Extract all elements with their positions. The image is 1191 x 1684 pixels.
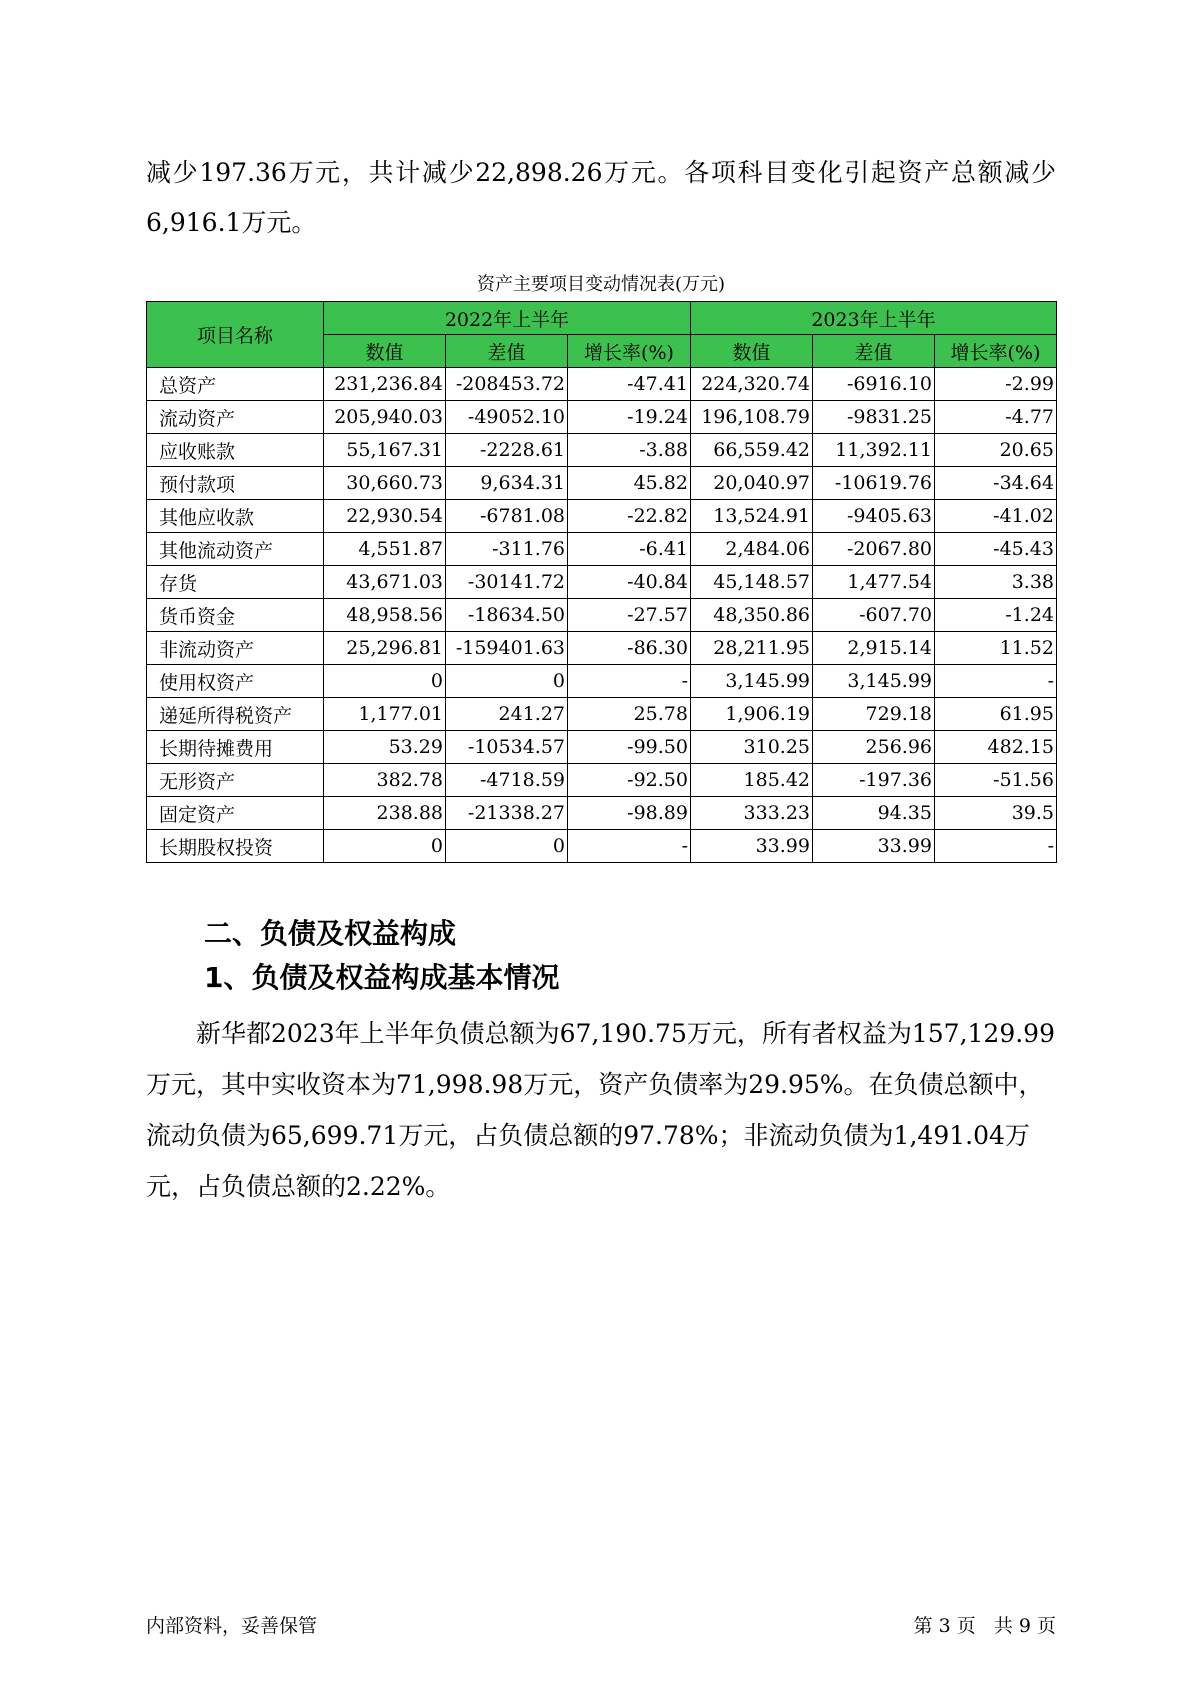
table-cell: - — [568, 830, 691, 863]
table-cell: 53.29 — [324, 731, 446, 764]
table-cell: 0 — [324, 830, 446, 863]
table-cell: 33.99 — [691, 830, 813, 863]
row-label: 流动资产 — [147, 401, 324, 434]
sub-header: 差值 — [446, 335, 568, 368]
table-cell: 48,350.86 — [691, 599, 813, 632]
intro-paragraph: 减少197.36万元，共计减少22,898.26万元。各项科目变化引起资产总额减少6,916.1万元。 — [146, 158, 1056, 237]
table-cell: 2,484.06 — [691, 533, 813, 566]
table-cell: 196,108.79 — [691, 401, 813, 434]
table-cell: -6916.10 — [813, 368, 935, 401]
table-cell: 3,145.99 — [813, 665, 935, 698]
table-cell: 185.42 — [691, 764, 813, 797]
row-label: 长期股权投资 — [147, 830, 324, 863]
table-row — [147, 665, 1057, 698]
table-cell: -99.50 — [568, 731, 691, 764]
table-cell: 61.95 — [935, 698, 1057, 731]
row-label: 无形资产 — [147, 764, 324, 797]
table-cell: -45.43 — [935, 533, 1057, 566]
table-cell: -4.77 — [935, 401, 1057, 434]
table-row — [147, 368, 1057, 401]
table-cell: -47.41 — [568, 368, 691, 401]
table-cell: 25,296.81 — [324, 632, 446, 665]
table-cell: -1.24 — [935, 599, 1057, 632]
table-cell: 2,915.14 — [813, 632, 935, 665]
sub-header: 增长率(%) — [568, 335, 691, 368]
table-cell: 310.25 — [691, 731, 813, 764]
table-cell: -10534.57 — [446, 731, 568, 764]
subsection-heading: 1、负债及权益构成基本情况 — [204, 961, 560, 994]
footer-page-number: 第 3 页 共 9 页 — [913, 1615, 1056, 1637]
table-cell: 382.78 — [324, 764, 446, 797]
row-label: 预付款项 — [147, 467, 324, 500]
table-row — [147, 632, 1057, 665]
table-cell: -49052.10 — [446, 401, 568, 434]
table-cell: 729.18 — [813, 698, 935, 731]
table-cell: -9831.25 — [813, 401, 935, 434]
table-cell: -2.99 — [935, 368, 1057, 401]
table-cell: 13,524.91 — [691, 500, 813, 533]
row-label: 存货 — [147, 566, 324, 599]
row-label: 其他应收款 — [147, 500, 324, 533]
table-cell: -98.89 — [568, 797, 691, 830]
table-cell: 231,236.84 — [324, 368, 446, 401]
table-row — [147, 599, 1057, 632]
table-cell: 20,040.97 — [691, 467, 813, 500]
table-cell: 43,671.03 — [324, 566, 446, 599]
table-cell: -27.57 — [568, 599, 691, 632]
table-row — [147, 731, 1057, 764]
table-cell: 30,660.73 — [324, 467, 446, 500]
table-cell: -9405.63 — [813, 500, 935, 533]
table-cell: 333.23 — [691, 797, 813, 830]
table-row — [147, 401, 1057, 434]
table-cell: 28,211.95 — [691, 632, 813, 665]
table-cell: -2067.80 — [813, 533, 935, 566]
period-1-header: 2022年上半年 — [324, 302, 691, 335]
table-cell: -197.36 — [813, 764, 935, 797]
table-cell: -34.64 — [935, 467, 1057, 500]
table-cell: -30141.72 — [446, 566, 568, 599]
table-cell: -311.76 — [446, 533, 568, 566]
table-cell: 9,634.31 — [446, 467, 568, 500]
table-cell: 45,148.57 — [691, 566, 813, 599]
table-cell: - — [935, 665, 1057, 698]
table-cell: - — [935, 830, 1057, 863]
table-cell: 1,477.54 — [813, 566, 935, 599]
table-cell: 22,930.54 — [324, 500, 446, 533]
table-cell: -21338.27 — [446, 797, 568, 830]
table-row — [147, 764, 1057, 797]
row-label: 货币资金 — [147, 599, 324, 632]
table-cell: -159401.63 — [446, 632, 568, 665]
table-row — [147, 698, 1057, 731]
table-row — [147, 467, 1057, 500]
sub-header: 差值 — [813, 335, 935, 368]
table-cell: 11,392.11 — [813, 434, 935, 467]
table-cell: - — [568, 665, 691, 698]
table-cell: -22.82 — [568, 500, 691, 533]
table-cell: 256.96 — [813, 731, 935, 764]
table-cell: 45.82 — [568, 467, 691, 500]
sub-header: 数值 — [691, 335, 813, 368]
table-cell: -3.88 — [568, 434, 691, 467]
section-heading: 二、负债及权益构成 — [204, 917, 457, 950]
table-cell: -6.41 — [568, 533, 691, 566]
table-cell: -208453.72 — [446, 368, 568, 401]
table-cell: 1,177.01 — [324, 698, 446, 731]
table-cell: 4,551.87 — [324, 533, 446, 566]
table-cell: -18634.50 — [446, 599, 568, 632]
table-cell: -19.24 — [568, 401, 691, 434]
row-label: 长期待摊费用 — [147, 731, 324, 764]
row-label: 其他流动资产 — [147, 533, 324, 566]
table-row — [147, 566, 1057, 599]
table-row — [147, 434, 1057, 467]
table-cell: 0 — [446, 830, 568, 863]
asset-change-table — [146, 301, 1057, 863]
table-cell: 0 — [446, 665, 568, 698]
table-cell: -40.84 — [568, 566, 691, 599]
table-cell: 25.78 — [568, 698, 691, 731]
item-name-header: 项目名称 — [147, 302, 324, 368]
table-cell: 3.38 — [935, 566, 1057, 599]
table-row — [147, 500, 1057, 533]
table-cell: -6781.08 — [446, 500, 568, 533]
sub-header: 数值 — [324, 335, 446, 368]
row-label: 递延所得税资产 — [147, 698, 324, 731]
table-cell: 241.27 — [446, 698, 568, 731]
table-cell: -92.50 — [568, 764, 691, 797]
table-cell: 482.15 — [935, 731, 1057, 764]
table-caption: 资产主要项目变动情况表(万元) — [476, 274, 726, 295]
table-cell: 3,145.99 — [691, 665, 813, 698]
table-cell: 94.35 — [813, 797, 935, 830]
row-label: 应收账款 — [147, 434, 324, 467]
table-cell: -4718.59 — [446, 764, 568, 797]
table-cell: -41.02 — [935, 500, 1057, 533]
row-label: 总资产 — [147, 368, 324, 401]
table-body — [147, 368, 1057, 863]
table-cell: 20.65 — [935, 434, 1057, 467]
table-cell: 55,167.31 — [324, 434, 446, 467]
table-row — [147, 830, 1057, 863]
body-paragraph: 新华都2023年上半年负债总额为67,190.75万元，所有者权益为157,129.99万元，其中实收资本为71,998.98万元，资产负债率为29.95%。在负债总额中，流动负债为65,699.71万元，占负债总额的97.78%；非流动负债为1,491.04万元，占负债总额的2.22%。 — [146, 1019, 1055, 1201]
table-cell: 66,559.42 — [691, 434, 813, 467]
table-cell: 224,320.74 — [691, 368, 813, 401]
table-cell: 205,940.03 — [324, 401, 446, 434]
row-label: 使用权资产 — [147, 665, 324, 698]
footer-confidential-note: 内部资料，妥善保管 — [146, 1615, 318, 1637]
table-cell: 1,906.19 — [691, 698, 813, 731]
row-label: 固定资产 — [147, 797, 324, 830]
sub-header: 增长率(%) — [935, 335, 1057, 368]
table-cell: -2228.61 — [446, 434, 568, 467]
table-cell: -607.70 — [813, 599, 935, 632]
period-2-header: 2023年上半年 — [691, 302, 1057, 335]
table-cell: 11.52 — [935, 632, 1057, 665]
table-cell: 238.88 — [324, 797, 446, 830]
row-label: 非流动资产 — [147, 632, 324, 665]
table-cell: 48,958.56 — [324, 599, 446, 632]
table-cell: 39.5 — [935, 797, 1057, 830]
table-cell: -10619.76 — [813, 467, 935, 500]
table-cell: -51.56 — [935, 764, 1057, 797]
table-cell: 0 — [324, 665, 446, 698]
table-cell: -86.30 — [568, 632, 691, 665]
table-cell: 33.99 — [813, 830, 935, 863]
table-row — [147, 533, 1057, 566]
table-row — [147, 797, 1057, 830]
